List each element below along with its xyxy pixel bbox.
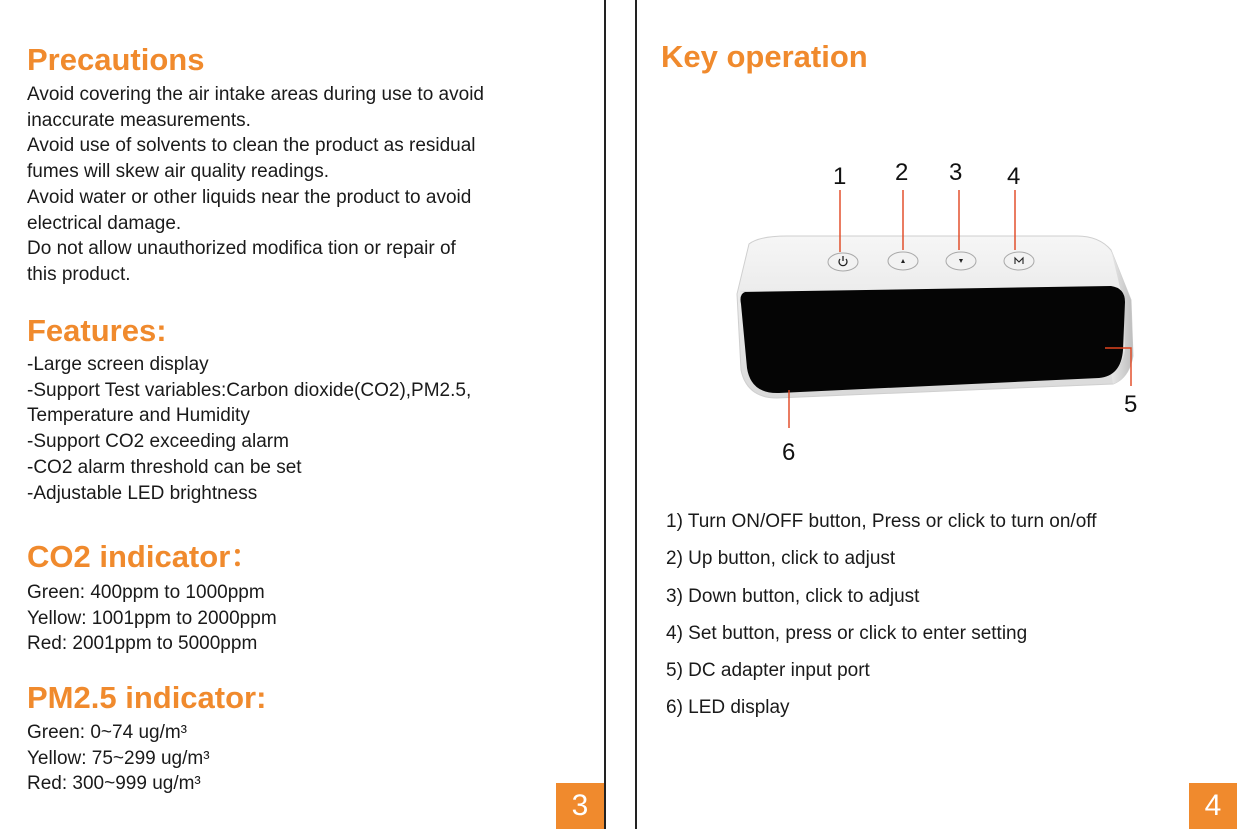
co2-level: Green: 400ppm to 1000ppm [27,582,265,603]
operation-item: 4) Set button, press or click to enter setting [666,622,1028,644]
text-line: Avoid use of solvents to clean the product as residual [27,135,476,157]
page-number-3: 3 [556,783,604,829]
precautions-heading: Precautions [27,42,205,77]
feature-item: Temperature and Humidity [27,405,250,427]
text-line: this product. [27,263,131,285]
features-heading: Features: [27,313,167,348]
feature-item: -Support CO2 exceeding alarm [27,431,289,453]
feature-item: -Adjustable LED brightness [27,482,258,504]
text-line: electrical damage. [27,212,182,234]
features-list [27,352,567,506]
feature-item: -Large screen display [27,354,209,375]
page-3 [0,0,606,829]
pm25-level: Red: 300~999 ug/m³ [27,773,201,795]
callout-5: 5 [1124,391,1138,418]
feature-item: -Support Test variables:Carbon dioxide(CO2),PM2.5, [27,379,472,401]
power-button[interactable] [828,253,858,271]
operation-item: 3) Down button, click to adjust [666,585,920,607]
pm25-level: Green: 0~74 ug/m³ [27,722,188,743]
co2-indicator-list [27,580,567,657]
led-display-screen [739,286,1125,393]
key-operation-list [666,509,1096,733]
up-button[interactable] [888,252,918,270]
down-button[interactable] [946,252,976,270]
operation-item: 5) DC adapter input port [666,660,870,682]
text-line: inaccurate measurements. [27,109,251,131]
operation-item: 1) Turn ON/OFF button, Press or click to turn on/off [666,511,1097,532]
key-operation-heading: Key operation [661,39,868,74]
page-number-4: 4 [1189,783,1237,829]
device-diagram [637,0,1235,480]
precautions-text [27,82,567,288]
co2-level: Yellow: 1001ppm to 2000ppm [27,607,277,629]
feature-item: -CO2 alarm threshold can be set [27,456,302,478]
pm25-indicator-heading: PM2.5 indicator: [27,680,267,715]
air-monitor-device [737,236,1133,398]
operation-item: 6) LED display [666,697,790,719]
callout-4: 4 [1007,163,1021,190]
callout-3: 3 [949,159,963,186]
co2-level: Red: 2001ppm to 5000ppm [27,633,258,655]
text-line: Avoid water or other liquids near the product to avoid [27,186,472,208]
text-line: fumes will skew air quality readings. [27,161,330,183]
callout-6: 6 [782,439,796,466]
pm25-indicator-list [27,720,567,797]
callout-1: 1 [833,163,847,190]
pm25-level: Yellow: 75~299 ug/m³ [27,747,210,769]
co2-indicator-heading: CO2 indicator： [27,539,262,574]
text-line: Avoid covering the air intake areas during use to avoid [27,84,484,105]
set-button[interactable] [1004,252,1034,270]
text-line: Do not allow unauthorized modifica tion or repair of [27,238,456,260]
page-4 [635,0,1237,829]
operation-item: 2) Up button, click to adjust [666,548,896,570]
callout-2: 2 [895,159,909,186]
